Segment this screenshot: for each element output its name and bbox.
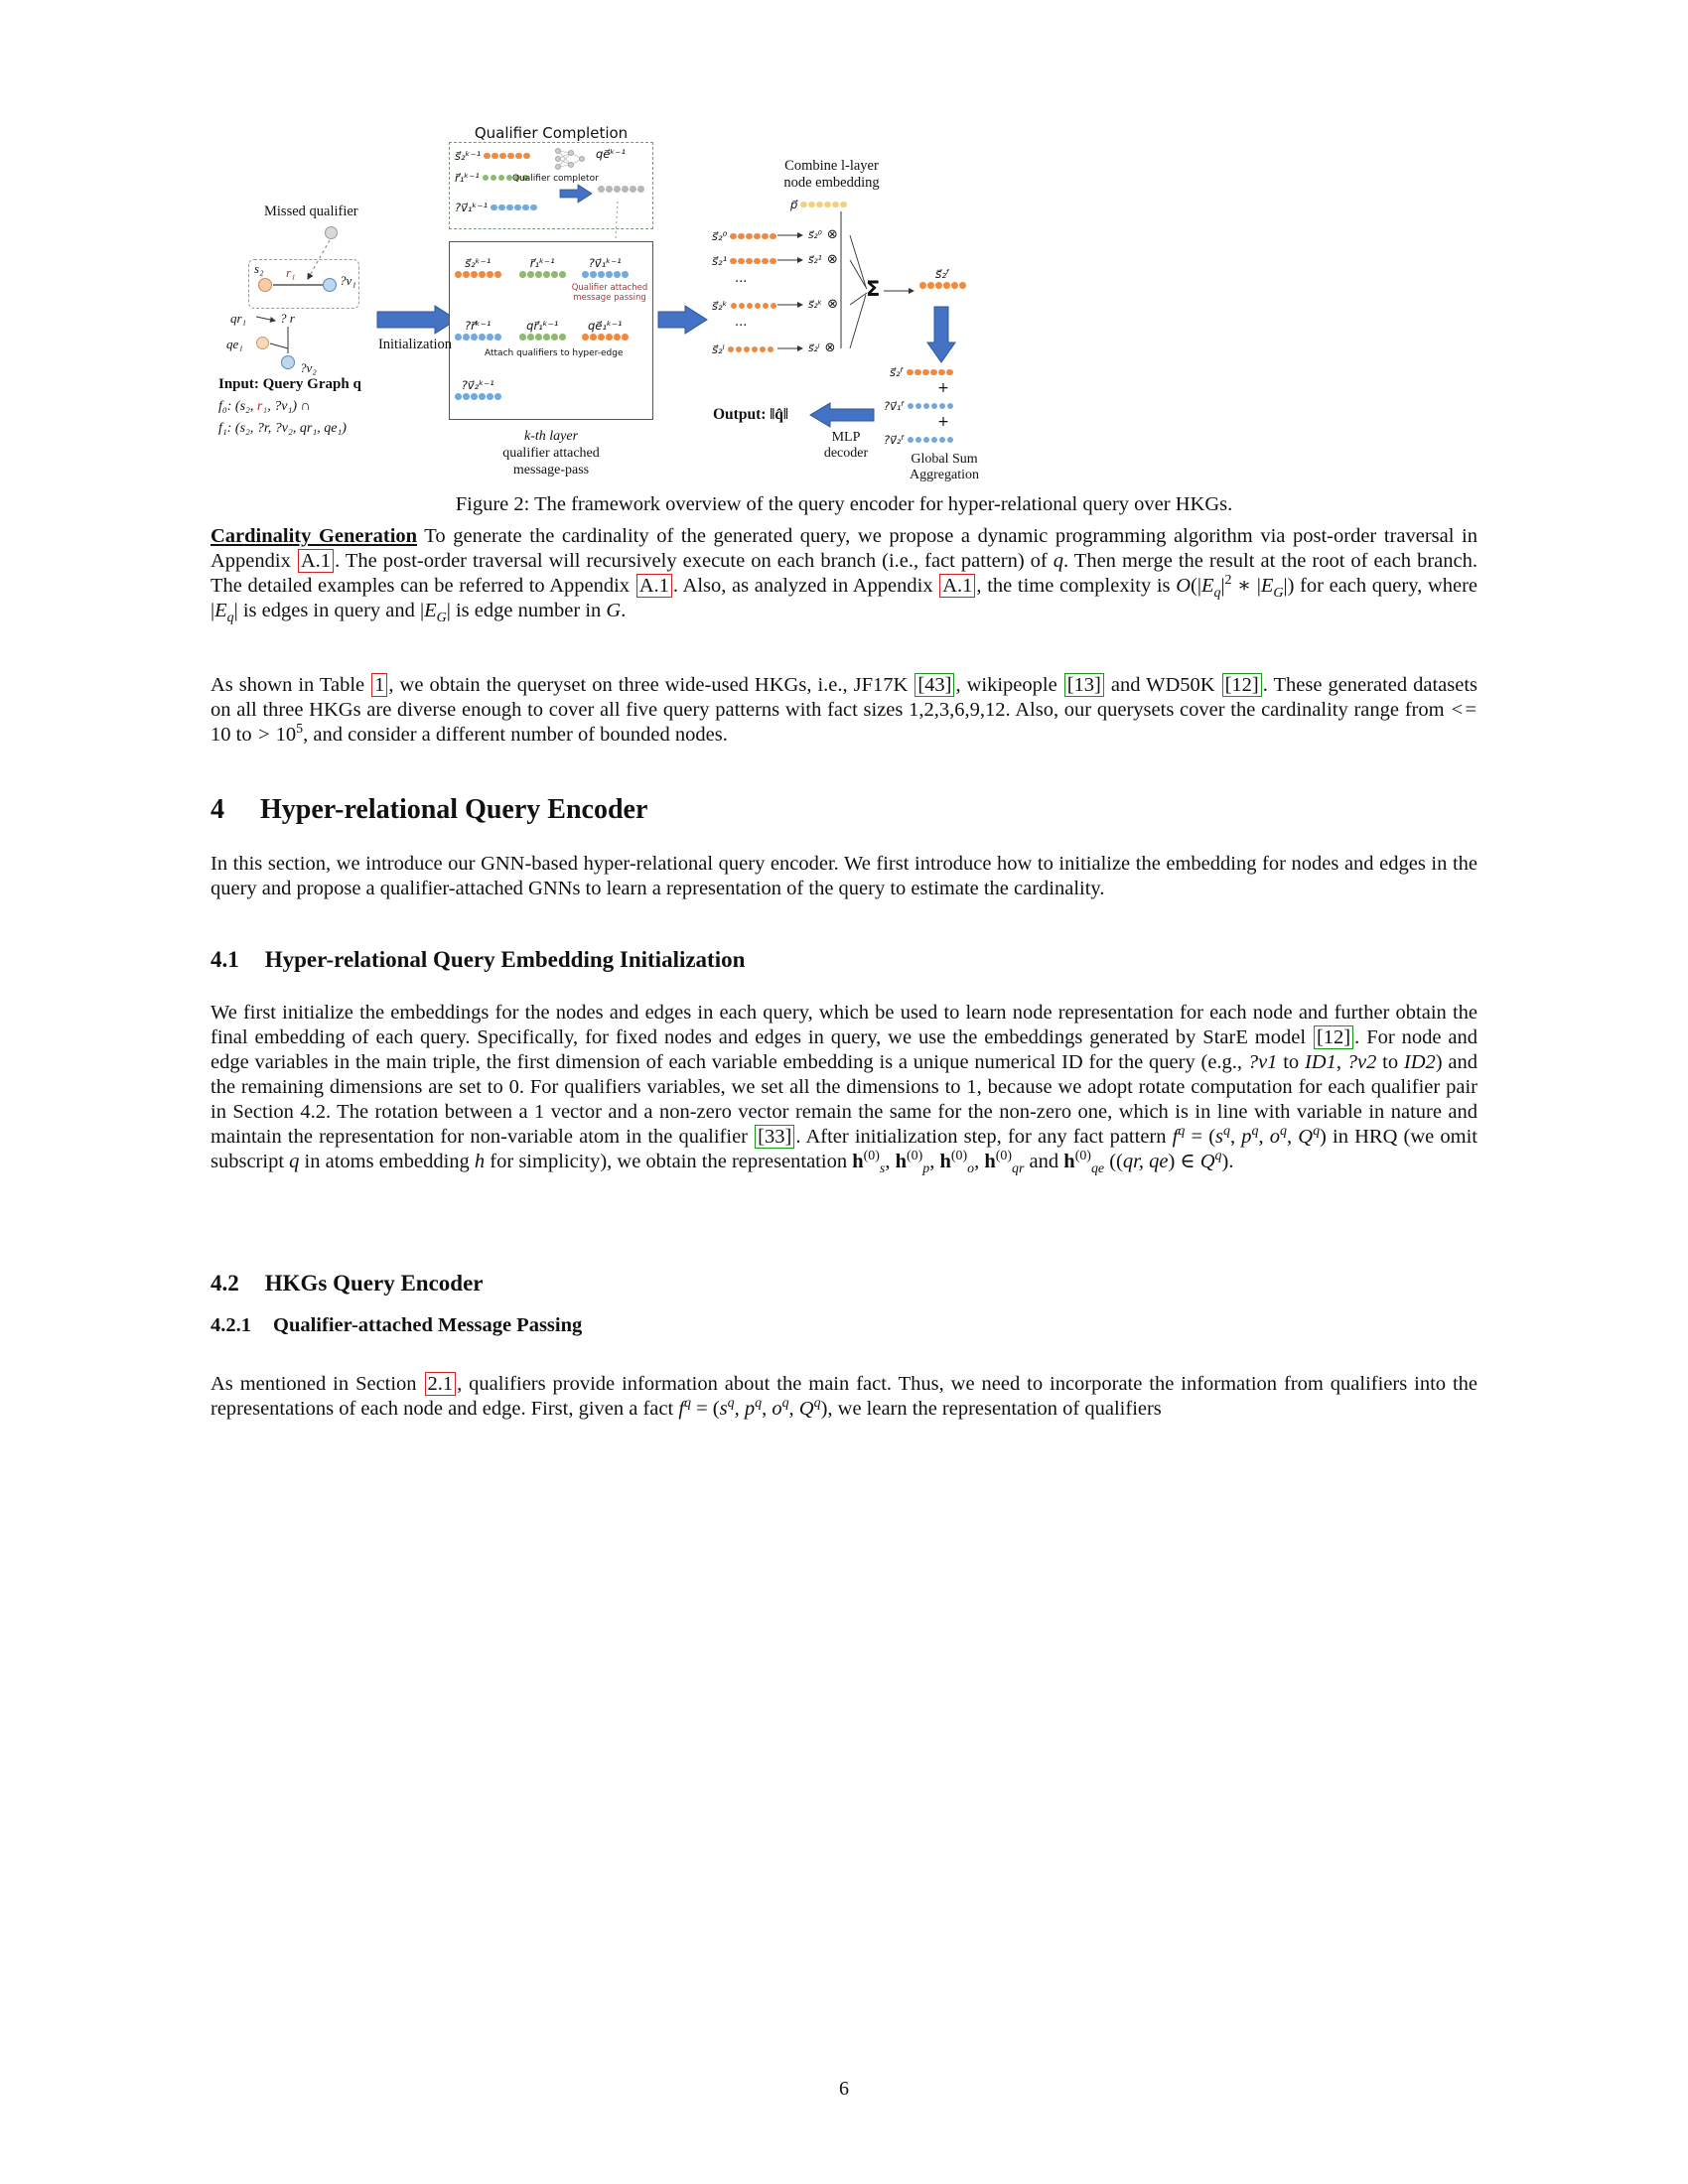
embedding-dots	[484, 153, 530, 160]
section-4-heading	[211, 794, 1477, 826]
input-query-graph-title: Input: Query Graph q	[218, 376, 361, 392]
otimes-symbol: ⊗	[827, 297, 839, 312]
combine-line2: node embedding	[783, 175, 880, 191]
embedding-dots	[519, 271, 566, 278]
qr1-arrow	[256, 317, 275, 321]
section-number: 4.1	[211, 947, 239, 972]
embedding-label: s⃗₂ᶠ	[934, 267, 950, 281]
embedding-label: p⃗	[790, 198, 798, 211]
stack-row-s2-final	[890, 365, 953, 379]
embedding-dots	[491, 205, 537, 211]
cell-qr1-km1	[519, 319, 566, 341]
f0-r1: r₁	[256, 399, 268, 414]
paragraph-queryset: As shown in Table 1 , we obtain the queryset on three wide-used HKGs, i.e., JF17K [43] , wikipeople [13] and WD50K [12] . These generated datasets on all three HKGs are diverse enough to cover all five query patterns with fact sizes 1,2,3,6,9,12. Also, our querysets cover the cardinality range from <= 10 to > $10^5$, and consider a different number of bounded nodes.	[211, 674, 1478, 746]
section-4-2-heading	[211, 1271, 1477, 1297]
embedding-dots	[908, 403, 954, 410]
message-pass-arrow	[658, 306, 707, 334]
embedding-dots	[455, 393, 501, 400]
ellipsis-2: ...	[735, 315, 748, 330]
mlp-line1: MLP	[831, 430, 861, 445]
qamp-line1: Qualifier attached	[571, 283, 648, 293]
paragraph-cardinality-generation: Cardinality Generation To generate the cardinality of the generated query, we propose a dynamic programming algorithm via post-order traversal in Appendix A.1 . The post-order traversal will recursively execute on each branch (i.e., fact pattern) of q. Then merge the result at the root of each branch. The detailed examples can be referred to Appendix A.1 . Also, as analyzed in Appendix A.1 , the time complexity is $O(|E_q|^2$ ∗ $|E_G|$) for each query, where $|E_q|$ is edges in query and $|E_G|$ is edge number in G.	[211, 525, 1478, 626]
cell-v1-km1	[582, 256, 629, 278]
aggregation-down-arrow	[927, 307, 955, 362]
section-number: 4.2.1	[211, 1314, 251, 1336]
node-v2-label: ?v₂	[300, 360, 317, 375]
embedding-dots	[598, 186, 644, 193]
paragraph-section4-intro: In this section, we introduce our GNN-based hyper-relational query encoder. We first introduce how to initialize the embedding for nodes and edges in the query and propose a qualifier-attached GNNs to learn a representation of the query to estimate the cardinality.	[211, 853, 1477, 899]
cell-s2-km1	[455, 256, 501, 278]
attach-qualifiers-caption: Attach qualifiers to hyper-edge	[485, 348, 624, 358]
qamp-line2: message passing	[573, 293, 646, 303]
qualifier-attached-mp-caption	[568, 283, 651, 303]
gsa-line2: Aggregation	[910, 468, 979, 482]
cell-s2-final	[919, 267, 966, 289]
completed-qualifier-label: qe⃗ᵏ⁻¹	[596, 147, 626, 161]
sigma-symbol: Σ	[866, 277, 881, 301]
embedding-dots	[519, 334, 566, 341]
embedding-row-s2-l	[712, 342, 774, 356]
embedding-label: s⃗₂ᶠ	[890, 365, 905, 379]
embedding-label: ?v⃗₁ᵏ⁻¹	[588, 256, 622, 270]
embedding-label: ?r⃗ᵏ⁻¹	[465, 319, 492, 333]
embedding-label: qe⃗₁ᵏ⁻¹	[587, 319, 623, 333]
embedding-label: s⃗₂¹	[712, 254, 728, 268]
embedding-label: s⃗₂ᵏ	[808, 298, 823, 311]
embedding-dots	[907, 369, 953, 376]
embedding-label: s⃗₂⁰	[808, 228, 822, 241]
edge-r1-label: r₁	[286, 265, 296, 280]
ellipsis-1: ...	[735, 271, 748, 286]
qualifier-completor-caption: Qualifier completor	[512, 174, 599, 184]
plus-sign-1: +	[937, 380, 949, 396]
combine-wires	[777, 211, 914, 348]
embedding-dots	[582, 271, 629, 278]
missed-qualifier-node	[325, 226, 338, 239]
embedding-label: s⃗₂ᵏ⁻¹	[465, 256, 492, 270]
mlp-decoder-left-arrow	[810, 403, 874, 427]
embedding-label: s⃗₂ᵏ⁻¹	[455, 149, 482, 163]
embedding-dots	[731, 303, 777, 310]
embedding-label: r⃗₁ᵏ⁻¹	[455, 171, 480, 185]
node-s2-label: s₂	[254, 261, 264, 276]
embedding-dots	[919, 282, 966, 289]
stack-row-v2-final	[884, 433, 953, 447]
cell-r1-km1	[519, 256, 566, 278]
cell-qe1-km1	[582, 319, 629, 341]
embedding-label: r⃗₁ᵏ⁻¹	[529, 256, 555, 270]
section-title: Qualifier-attached Message Passing	[273, 1314, 583, 1336]
embedding-dots	[800, 202, 847, 208]
embedding-dots	[908, 437, 954, 444]
otimes-symbol: ⊗	[826, 252, 838, 267]
kth-line2: qualifier attached	[502, 446, 600, 461]
node-v1	[323, 278, 337, 292]
product-row-s2-k	[808, 297, 838, 312]
embedding-dots	[455, 334, 501, 341]
embedding-row-s2-km1	[455, 149, 530, 163]
embedding-label: qr⃗₁ᵏ⁻¹	[526, 319, 559, 333]
edge-qe1	[270, 343, 288, 348]
embedding-label: ?v⃗₂ᶠ	[884, 433, 905, 447]
node-v2	[281, 355, 295, 369]
embedding-row-s2-1	[712, 254, 776, 268]
section-title: HKGs Query Encoder	[264, 1271, 484, 1296]
node-v1-label: ?v₁	[340, 273, 356, 288]
node-s2	[258, 278, 272, 292]
figure-2-diagram	[218, 124, 1013, 483]
node-qe1	[256, 337, 269, 349]
embedding-label: s⃗₂⁰	[712, 229, 728, 243]
cell-r-km1	[455, 319, 501, 341]
node-r-label: ? r	[280, 311, 295, 326]
gsa-line1: Global Sum	[911, 452, 978, 467]
embedding-label: s⃗₂ˡ	[712, 342, 725, 356]
figure-caption: Figure 2: The framework overview of the query encoder for hyper-relational query over HKGs.	[455, 493, 1233, 515]
product-row-s2-l	[808, 341, 835, 355]
f0-pre: f₀: (s₂,	[218, 399, 257, 414]
embedding-dots	[730, 233, 776, 240]
embedding-dots	[728, 346, 774, 353]
section-number: 4.2	[211, 1271, 239, 1296]
missed-qualifier-label: Missed qualifier	[264, 204, 358, 219]
plus-sign-2: +	[937, 414, 949, 430]
section-number: 4	[211, 794, 224, 825]
paragraph-initialization: We first initialize the embeddings for the nodes and edges in each query, which be used to learn node representation for each node and further obtain the final embedding of each query. Specifically, for fixed nodes and edges in query, we use the embeddings generated by StarE model [12] . For node and edge variables in the main triple, the first dimension of each variable embedding is a unique numerical ID for the query (e.g., ?v1 to ID1, ?v2 to ID2) and the remaining dimensions are set to 0. For qualifiers variables, we set all the dimensions to 1, because we adopt rotate computation for each qualifier pair in Section 4.2. The rotation between a 1 vector and a non-zero vector remain the same for the non-zero one, which is in line with variable in nature and maintain the representation for non-variable atom in the qualifier [33] . After initialization step, for any fact pattern $f^q = (s^q$, $p^q$, $o^q$, $Q^q$) in HRQ (we omit subscript q in atoms embedding h for simplicity), we obtain the representation $h^{(0)}_s$, $h^{(0)}_p$, $h^{(0)}_o$, $h^{(0)}_{qr}$ and $h^{(0)}_{qe}$ ((qr, qe) ∈ $Q^q$).	[211, 1002, 1478, 1177]
embedding-row-v1-km1	[455, 201, 537, 214]
node-qr1-label: qr₁	[230, 311, 247, 326]
mlp-line2: decoder	[823, 446, 869, 461]
embedding-label: s⃗₂ˡ	[808, 341, 820, 354]
paragraph-message-passing: As mentioned in Section 2.1 , qualifiers provide information about the main fact. Thus, we need to incorporate the information from qualifiers into the representations of each node and edge. First, given a fact $f^q = (s^q$, $p^q$, $o^q$, $Q^q$), we learn the representation of qualifiers	[211, 1373, 1477, 1420]
initialization-arrow	[377, 306, 457, 334]
embedding-row-p	[790, 198, 847, 211]
section-4-2-1-heading	[211, 1314, 1477, 1337]
cell-v2-km1	[455, 378, 501, 400]
embedding-label: ?v⃗₁ᵏ⁻¹	[455, 201, 489, 214]
product-row-s2-0	[808, 227, 838, 242]
completed-qualifier-dots-row	[598, 186, 644, 193]
embedding-row-s2-k	[712, 299, 776, 313]
initialization-label: Initialization	[377, 337, 453, 352]
product-row-s2-1	[808, 252, 838, 267]
output-label: Output: ‖q̂‖	[713, 406, 788, 423]
combine-layer-caption	[735, 158, 928, 192]
kth-layer-caption	[467, 428, 635, 478]
embedding-label: ?v⃗₁ᶠ	[884, 399, 905, 413]
embedding-dots	[730, 258, 776, 265]
page-number: 6	[839, 2078, 849, 2100]
embedding-label: s⃗₂¹	[808, 253, 822, 266]
node-qe1-label: qe₁	[226, 337, 243, 351]
embedding-dots	[455, 271, 501, 278]
embedding-label: s⃗₂ᵏ	[712, 299, 728, 313]
kth-line1: k-th layer	[523, 429, 579, 444]
section-4-1-heading	[211, 947, 1477, 973]
section-title: Hyper-relational Query Embedding Initialization	[264, 947, 746, 972]
embedding-dots	[582, 334, 629, 341]
qualifier-completion-title: Qualifier Completion	[474, 124, 629, 142]
embedding-label: ?v⃗₂ᵏ⁻¹	[461, 378, 494, 392]
fact-pattern-f0	[218, 399, 311, 415]
embedding-row-s2-0	[712, 229, 776, 243]
f0-post: , ?v₁) ∩	[267, 399, 311, 414]
mlp-decoder-label	[814, 430, 878, 462]
otimes-symbol: ⊗	[826, 227, 838, 242]
stack-row-v1-final	[884, 399, 953, 413]
otimes-symbol: ⊗	[824, 341, 836, 355]
global-sum-aggregation-label	[880, 452, 1009, 483]
section-title: Hyper-relational Query Encoder	[260, 794, 648, 825]
fact-pattern-f1: f₁: (s₂, ?r, ?v₂, qr₁, qe₁)	[218, 421, 347, 436]
kth-line3: message-pass	[512, 463, 590, 478]
combine-line1: Combine l-layer	[784, 158, 879, 174]
